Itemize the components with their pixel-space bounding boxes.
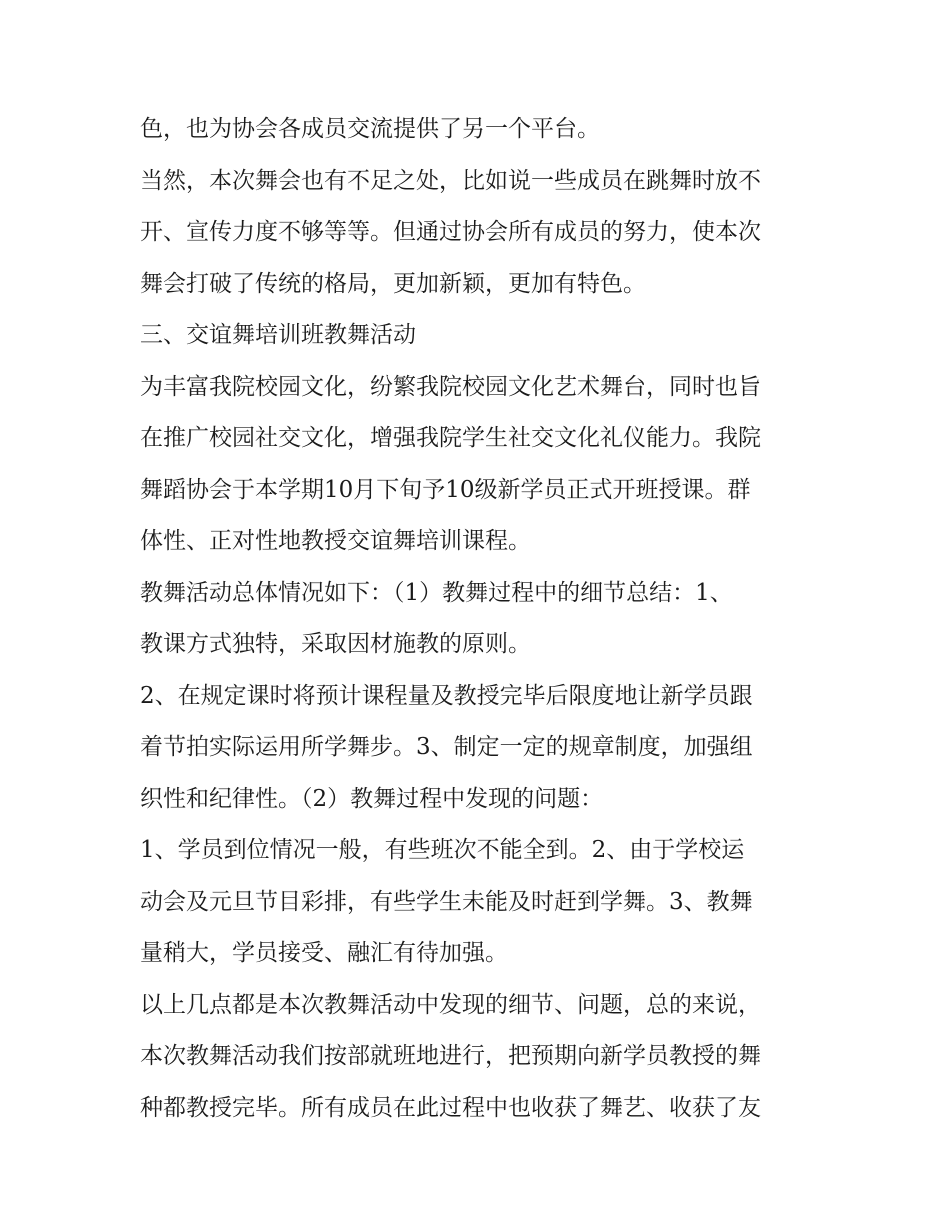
text-line: 以上几点都是本次教舞活动中发现的细节、问题，总的来说， <box>140 991 761 1018</box>
text-line: 在推广校园社交文化，增强我院学生社交文化礼仪能力。我院 <box>140 425 761 451</box>
body-text <box>140 104 830 1134</box>
text-line: 2、在规定课时将预计课程量及教授完毕后限度地让新学员跟 <box>140 682 753 709</box>
text-line: 着节拍实际运用所学舞步。3、制定一定的规章制度，加强组 <box>140 734 753 760</box>
text-line: 为丰富我院校园文化，纷繁我院校园文化艺术舞台，同时也旨 <box>140 373 761 400</box>
text-line: 教课方式独特，采取因材施教的原则。 <box>140 631 531 657</box>
text-line: 体性、正对性地教授交谊舞培训课程。 <box>140 528 531 554</box>
text-line: 动会及元旦节目彩排，有些学生未能及时赶到学舞。3、教舞 <box>140 888 753 915</box>
text-line: 织性和纪律性。（2）教舞过程中发现的问题： <box>140 785 604 812</box>
text-line: 本次教舞活动我们按部就班地进行，把预期向新学员教授的舞 <box>140 1043 761 1069</box>
text-line: 种都教授完毕。所有成员在此过程中也收获了舞艺、收获了友 <box>140 1094 761 1121</box>
text-line: 量稍大，学员接受、融汇有待加强。 <box>140 940 508 966</box>
text-line: 色，也为协会各成员交流提供了另一个平台。 <box>140 116 600 142</box>
text-line: 教舞活动总体情况如下：（1）教舞过程中的细节总结：1、 <box>140 579 733 606</box>
text-line: 当然，本次舞会也有不足之处，比如说一些成员在跳舞时放不 <box>140 167 761 194</box>
text-line: 开、宣传力度不够等等。但通过协会所有成员的努力，使本次 <box>140 219 761 245</box>
text-line: 舞会打破了传统的格局，更加新颖，更加有特色。 <box>140 270 646 297</box>
text-line: 1、学员到位情况一般，有些班次不能全到。2、由于学校运 <box>140 837 745 863</box>
section-heading: 三、交谊舞培训班教舞活动 <box>140 322 416 348</box>
text-line: 舞蹈协会于本学期10月下旬予10级新学员正式开班授课。群 <box>140 476 751 503</box>
